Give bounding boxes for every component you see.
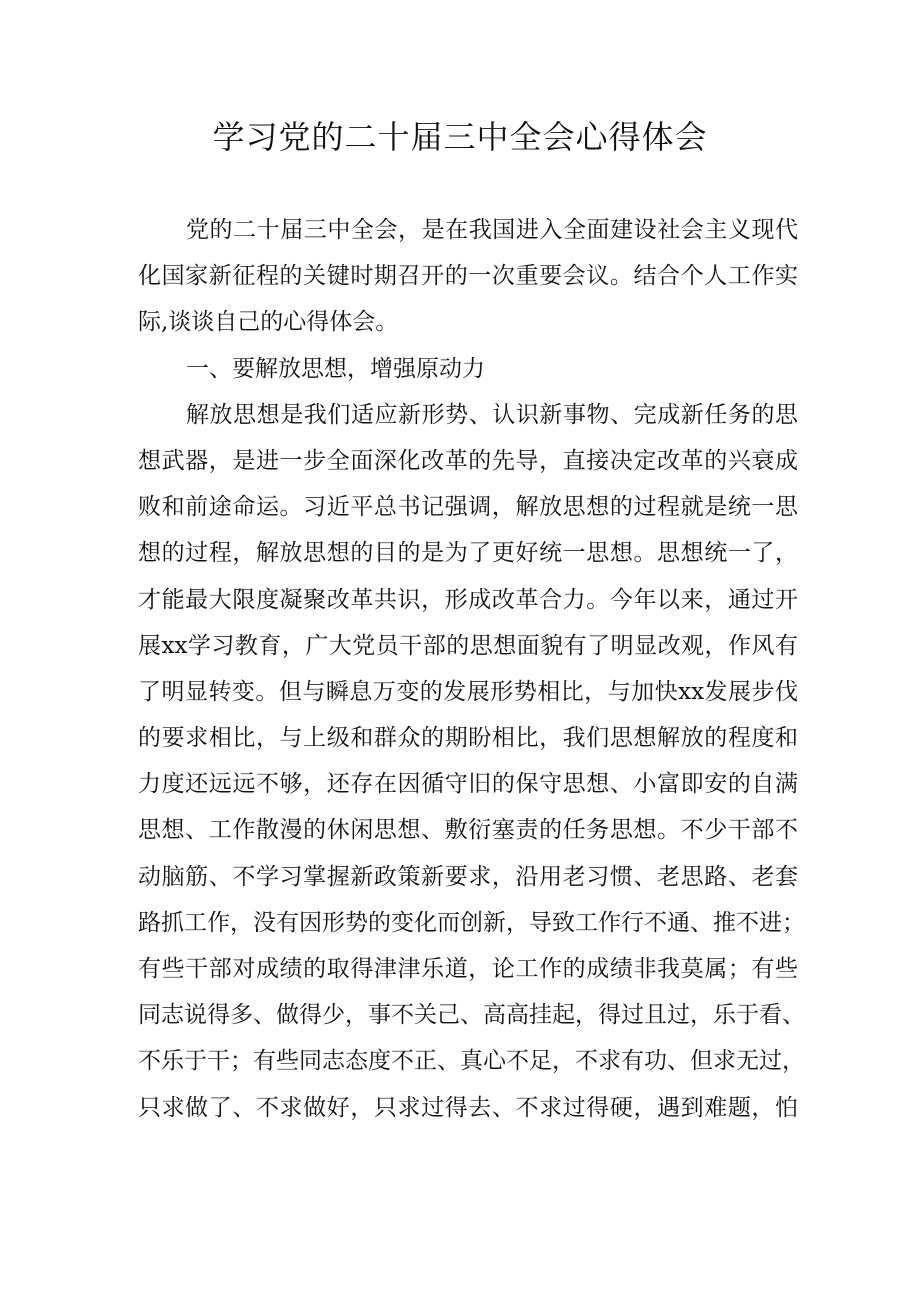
paragraph-line: 有些干部对成绩的取得津津乐道，论工作的成绩非我莫属；有些 xyxy=(138,956,798,982)
section-heading: 一、要解放思想，增强原动力 xyxy=(186,355,485,382)
paragraph-line: 思想、工作散漫的休闲思想、敷衍塞责的任务思想。不少干部不 xyxy=(138,817,798,844)
paragraph-line: 党的二十届三中全会，是在我国进入全面建设社会主义现代 xyxy=(186,217,798,243)
paragraph-line: 才能最大限度凝聚改革共识，形成改革合力。今年以来，通过开 xyxy=(138,586,798,613)
paragraph-line: 同志说得多、做得少，事不关己、高高挂起，得过且过，乐于看、 xyxy=(138,1002,805,1029)
paragraph-line: 败和前途命运。习近平总书记强调，解放思想的过程就是统一思 xyxy=(138,494,798,521)
paragraph-line: 动脑筋、不学习掌握新政策新要求，沿用老习惯、老思路、老套 xyxy=(138,863,798,890)
document-body xyxy=(138,207,805,1131)
document-title: 学习党的二十届三中全会心得体会 xyxy=(212,118,708,156)
paragraph-line: 力度还远远不够，还存在因循守旧的保守思想、小富即安的自满 xyxy=(138,771,798,798)
paragraph-line: 不乐于干；有些同志态度不正、真心不足，不求有功、但求无过， xyxy=(138,1048,805,1075)
paragraph-line: 解放思想是我们适应新形势、认识新事物、完成新任务的思 xyxy=(186,401,798,428)
paragraph-line: 想武器，是进一步全面深化改革的先导，直接决定改革的兴衰成 xyxy=(138,447,798,474)
paragraph-line: 了明显转变。但与瞬息万变的发展形势相比，与加快xx发展步伐 xyxy=(138,678,798,705)
paragraph-line: 的要求相比，与上级和群众的期盼相比，我们思想解放的程度和 xyxy=(138,725,798,752)
paragraph-line: 际,谈谈自己的心得体会。 xyxy=(138,309,399,336)
paragraph-line: 路抓工作，没有因形势的变化而创新，导致工作行不通、推不进； xyxy=(138,909,805,936)
paragraph-line: 展xx学习教育，广大党员干部的思想面貌有了明显改观，作风有 xyxy=(138,632,798,659)
paragraph-line: 化国家新征程的关键时期召开的一次重要会议。结合个人工作实 xyxy=(138,263,798,290)
paragraph-line: 只求做了、不求做好，只求过得去、不求过得硬，遇到难题，怕 xyxy=(138,1094,798,1121)
paragraph-line: 想的过程，解放思想的目的是为了更好统一思想。思想统一了， xyxy=(138,540,798,567)
